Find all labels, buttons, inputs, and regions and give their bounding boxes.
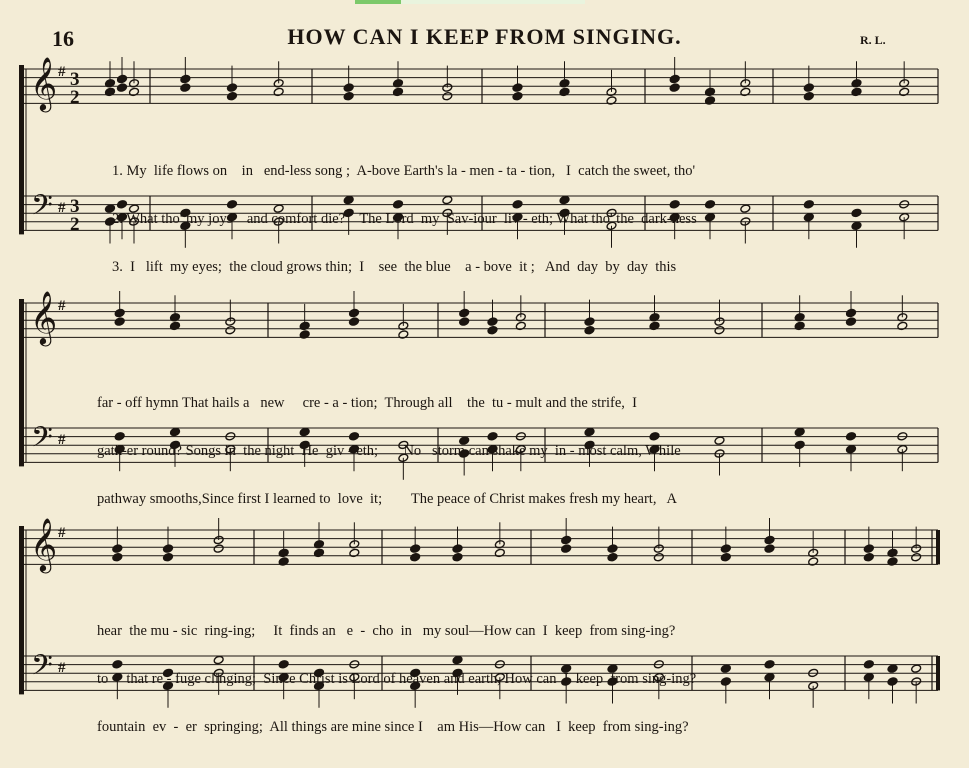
note-head — [803, 92, 814, 101]
lyric-verse-2: to that re - fuge clinging; Since Christ is Lord of heaven and earth, How can I keep from sing-ing? — [97, 671, 697, 687]
sharp-icon: # — [58, 200, 66, 216]
sharp-icon: # — [58, 432, 66, 448]
sharp-icon: # — [58, 64, 66, 80]
bass-clef-icon: 𝄢 — [31, 649, 53, 689]
bass-clef-icon: 𝄢 — [31, 189, 53, 229]
note-head — [911, 553, 922, 562]
system-2-lyrics — [97, 363, 681, 523]
note-head — [180, 83, 191, 92]
lyric-verse-2: 2. What tho' my joys and comfort die? The Lord my Sav-iour liv - eth; What tho' the dark-ness — [112, 211, 697, 227]
note-head — [163, 553, 174, 562]
note-head — [846, 317, 857, 326]
note-head — [607, 553, 618, 562]
note-head — [846, 432, 857, 441]
note-head — [349, 317, 360, 326]
note-head — [714, 436, 725, 445]
note-head — [803, 200, 814, 209]
treble-clef-icon: 𝄞 — [30, 290, 58, 344]
note-head — [442, 92, 453, 101]
system-3-lyrics — [97, 591, 696, 751]
system-bracket — [19, 299, 24, 466]
sharp-icon: # — [58, 525, 66, 541]
time-signature: 3 — [70, 69, 80, 90]
note-head — [459, 317, 470, 326]
note-head — [714, 326, 725, 335]
note-head — [794, 427, 805, 436]
lyric-verse-1: hear the mu - sic ring-ing; It finds an e - cho in my soul—How can I keep from sing-ing? — [97, 623, 676, 639]
system-bracket — [19, 526, 24, 694]
note-head — [227, 92, 238, 101]
note-head — [512, 92, 523, 101]
note-head — [487, 326, 498, 335]
page-number: 16 — [52, 26, 74, 51]
note-head — [117, 83, 128, 92]
treble-clef-icon: 𝄞 — [30, 56, 58, 110]
note-head — [764, 544, 775, 553]
note-head — [740, 204, 751, 213]
bass-clef-icon: 𝄢 — [31, 421, 53, 461]
lyric-verse-1: far - off hymn That hails a new cre - a - tion; Through all the tu - mult and the strife, I — [97, 395, 637, 411]
note-head — [764, 660, 775, 669]
note-head — [225, 326, 236, 335]
note-head — [584, 326, 595, 335]
note-head — [343, 92, 354, 101]
hymn-title: HOW CAN I KEEP FROM SINGING. — [287, 24, 682, 49]
sharp-icon: # — [58, 660, 66, 676]
note-head — [720, 553, 731, 562]
sharp-icon: # — [58, 298, 66, 314]
lyric-verse-3: fountain ev - er springing; All things are mine since I am His—How can I keep from sing-ing? — [97, 719, 689, 735]
note-head — [720, 664, 731, 673]
system-1-lyrics — [112, 131, 697, 291]
note-head — [669, 83, 680, 92]
time-signature: 3 — [70, 196, 80, 217]
note-head — [887, 664, 898, 673]
note-head — [452, 553, 463, 562]
note-head — [851, 208, 862, 217]
note-head — [112, 553, 123, 562]
note-head — [653, 553, 664, 562]
note-head — [863, 660, 874, 669]
note-head — [561, 544, 572, 553]
lyric-verse-3: 3. I lift my eyes; the cloud grows thin; I see the blue a - bove it ; And day by day this — [112, 259, 677, 275]
note-head — [911, 664, 922, 673]
lyric-verse-2: gath-er round? Songs in the night He giv - eth; No storm can shake my in - most calm, While — [97, 443, 681, 459]
note-head — [410, 553, 421, 562]
note-head — [114, 317, 125, 326]
note-head — [213, 544, 224, 553]
time-signature: 2 — [70, 87, 80, 108]
lyric-verse-1: 1. My life flows on in end-less song ; A-bove Earth's la - men - ta - tion, I catch the sweet, tho' — [112, 163, 696, 179]
lyric-verse-3: pathway smooths,Since first I learned to love it; The peace of Christ makes fresh my heart, A — [97, 491, 677, 507]
composer-credit: R. L. — [860, 33, 886, 47]
time-signature: 2 — [70, 214, 80, 235]
note-head — [705, 200, 716, 209]
system-bracket — [19, 65, 24, 234]
note-head — [863, 553, 874, 562]
treble-clef-icon: 𝄞 — [30, 517, 58, 571]
